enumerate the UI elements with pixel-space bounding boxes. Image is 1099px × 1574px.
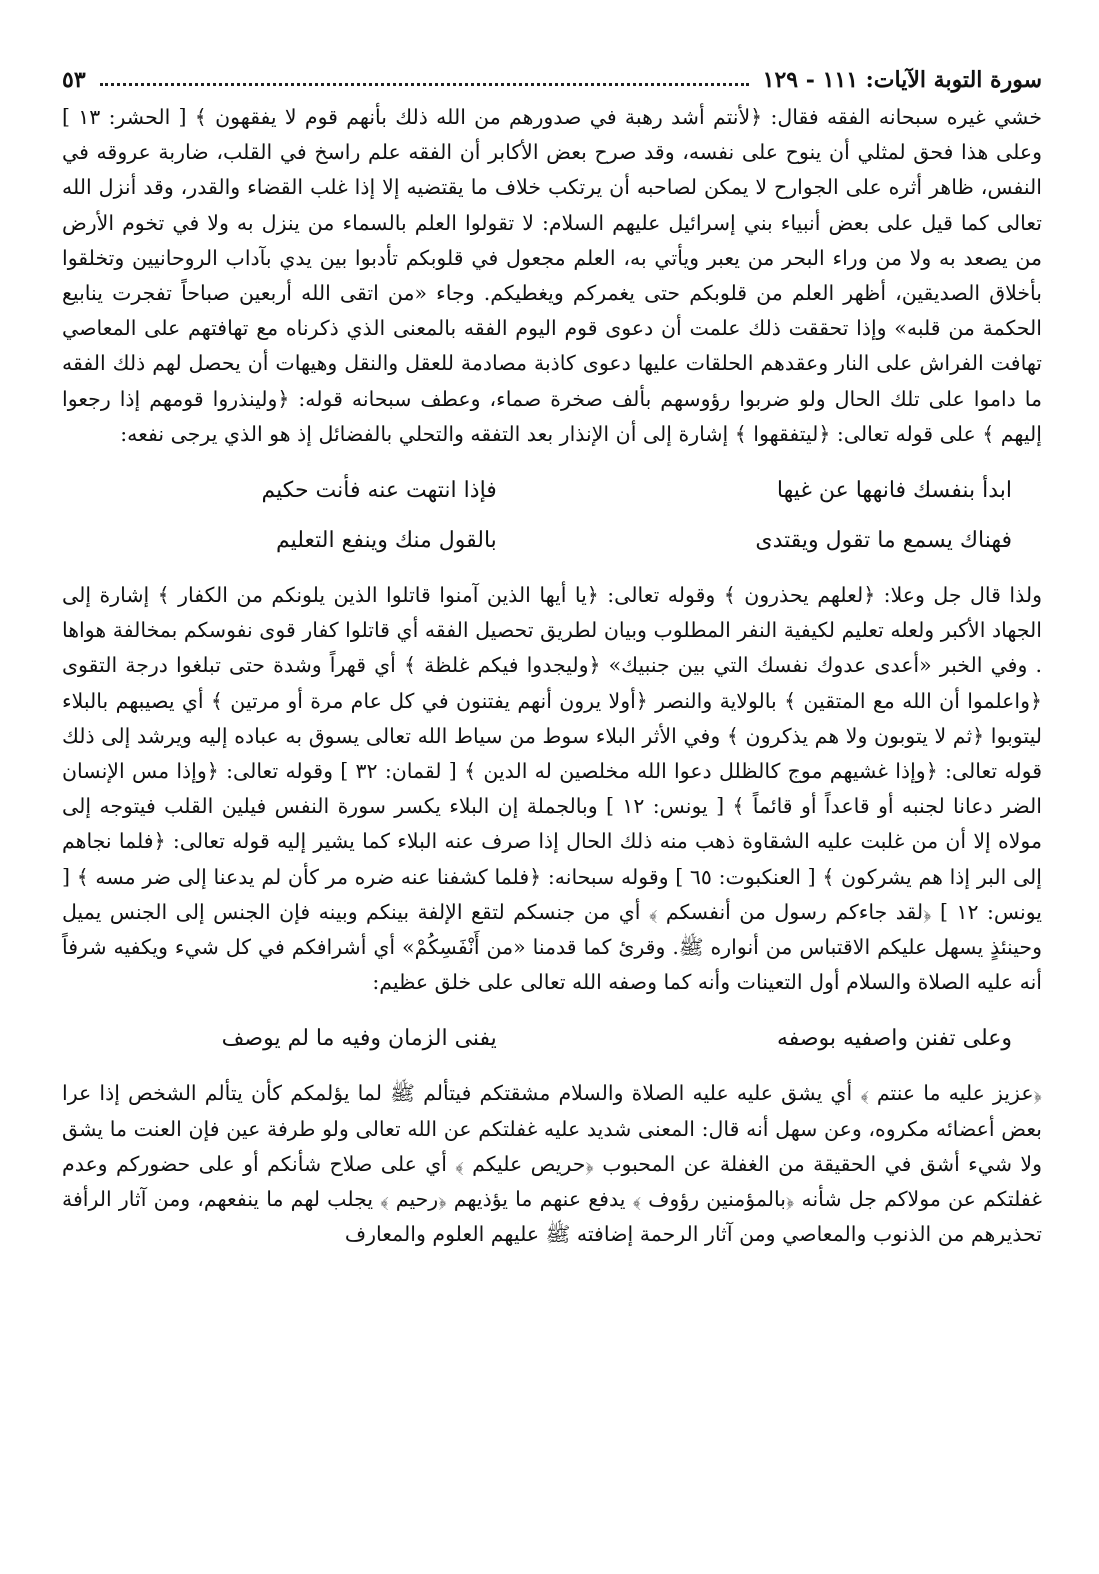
poem-1-line-1-first-hemistich: ابدأ بنفسك فانهها عن غيها — [776, 478, 1012, 504]
poem-2 — [62, 1014, 1042, 1064]
paragraph-2: ولذا قال جل وعلا: ﴿لعلهم يحذرون ﴾ وقوله تعالى: ﴿يا أيها الذين آمنوا قاتلوا الذين يلونكم من الكفار ﴾ إشارة إلى الجهاد الأكبر ولعله تعليم لكيفية النفر المطلوب وبيان لطريق تحصيل الفقه أي قاتلوا كفار قوى نفوسكم بمخالفة هواها . وفي الخبر «أعدى عدوك نفسك التي بين جنبيك» ﴿وليجدوا فيكم غلظة ﴾ أي قهراً وشدة حتى تبلغوا درجة التقوى ﴿واعلموا أن الله مع المتقين ﴾ بالولاية والنصر ﴿أولا يرون أنهم يفتنون في كل عام مرة أو مرتين ﴾ أي يصيبهم بالبلاء ليتوبوا ﴿ثم لا يتوبون ولا هم يذكرون ﴾ وفي الأثر البلاء سوط من سياط الله تعالى يسوق به عباده إليه ويرشد إلى ذلك قوله تعالى: ﴿وإذا غشيهم موج كالظلل دعوا الله مخلصين له الدين ﴾ [ لقمان: ٣٢ ] وقوله تعالى: ﴿وإذا مس الإنسان الضر دعانا لجنبه أو قاعداً أو قائماً ﴾ [ يونس: ١٢ ] وبالجملة إن البلاء يكسر سورة النفس فيلين القلب فيتوجه إلى مولاه إلا أن من غلبت عليه الشقاوة ذهب منه ذلك الحال إذا صرف عنه البلاء كما يشير إليه قوله تعالى: ﴿فلما نجاهم إلى البر إذا هم يشركون ﴾ [ العنكبوت: ٦٥ ] وقوله سبحانه: ﴿فلما كشفنا عنه ضره مر كأن لم يدعنا إلى ضر مسه ﴾ [ يونس: ١٢ ] ﴿لقد جاءكم رسول من أنفسكم ﴾ أي من جنسكم لتقع الإلفة بينكم وبينه فإن الجنس إلى الجنس يميل وحينئذٍ يسهل عليكم الاقتباس من أنواره ﷺ. وقرئ كما قدمنا «من أَنْفَسِكُمْ» أي أشرافكم في كل شيء ويكفيه شرفاً أنه عليه الصلاة والسلام أول التعينات وأنه كما وصفه الله تعالى على خلق عظيم: — [62, 583, 1043, 995]
running-header — [62, 60, 1042, 100]
body-text — [62, 100, 1042, 1252]
chapter-title: سورة التوبة الآيات: ١١١ - ١٢٩ — [762, 67, 1042, 93]
header-dot-leader — [100, 82, 749, 86]
page-number: ٥٣ — [62, 67, 86, 93]
poem-1-line-2 — [92, 516, 1012, 566]
poem-2-first-hemistich: وعلى تفنن واصفيه بوصفه — [776, 1026, 1012, 1052]
poem-1-line-2-first-hemistich: فهناك يسمع ما تقول ويقتدى — [755, 528, 1012, 554]
paragraph-3: ﴿عزيز عليه ما عنتم ﴾ أي يشق عليه عليه الصلاة والسلام مشقتكم فيتألم ﷺ لما يؤلمكم كأن يتألم الشخص إذا عرا بعض أعضائه مكروه، وعن سهل أنه قال: المعنى شديد عليه غفلتكم عن الله تعالى ولو طرفة عين فإن العنت ما يشق ولا شيء أشق في الحقيقة من الغفلة عن المحبوب ﴿حريص عليكم ﴾ أي على صلاح شأنكم أو على حضوركم وعدم غفلتكم عن مولاكم جل شأنه ﴿بالمؤمنين رؤوف ﴾ يدفع عنهم ما يؤذيهم ﴿رحيم ﴾ يجلب لهم ما ينفعهم، ومن آثار الرأفة تحذيرهم من الذنوب والمعاصي ومن آثار الرحمة إضافته ﷺ عليهم العلوم والمعارف — [62, 1081, 1042, 1247]
poem-1-line-1-second-hemistich: فإذا انتهت عنه فأنت حكيم — [261, 478, 497, 504]
poem-2-line-1 — [92, 1014, 1012, 1064]
poem-1 — [62, 466, 1042, 566]
poem-2-second-hemistich: يفنى الزمان وفيه ما لم يوصف — [221, 1026, 497, 1052]
book-page — [62, 60, 1042, 1550]
poem-1-line-2-second-hemistich: بالقول منك وينفع التعليم — [275, 528, 497, 554]
paragraph-1: خشي غيره سبحانه الفقه فقال: ﴿لأنتم أشد رهبة في صدورهم من الله ذلك بأنهم قوم لا يفقهون ﴾ [ الحشر: ١٣ ] وعلى هذا فحق لمثلي أن ينوح على نفسه، وقد صرح بعض الأكابر أن الفقه علم راسخ في القلب، ضاربة عروقه في النفس، ظاهر أثره على الجوارح لا يمكن لصاحبه أن يرتكب خلاف ما يقتضيه إلا إذا غلب القضاء والقدر، وقد أنزل الله تعالى كما قيل على بعض أنبياء بني إسرائيل عليهم السلام: لا تقولوا العلم بالسماء من ينزل به ولا في تخوم الأرض من يصعد به ولا من وراء البحر من يعبر ويأتي به، العلم مجعول في قلوبكم تأدبوا بين يدي بآداب الروحانيين وتخلقوا بأخلاق الصديقين، أظهر العلم من قلوبكم حتى يغمركم ويغطيكم. وجاء «من اتقى الله أربعين صباحاً تفجرت ينابيع الحكمة من قلبه» وإذا تحققت ذلك علمت أن دعوى قوم اليوم الفقه بالمعنى الذي ذكرناه مع تهافتهم على المعاصي تهافت الفراش على النار وعقدهم الحلقات عليها دعوى كاذبة مصادمة للعقل والنقل وهيهات أن يحصل لهم ذلك الفقه ما داموا على تلك الحال ولو ضربوا رؤوسهم بألف صخرة صماء، وعطف سبحانه قوله: ﴿ولينذروا قومهم إذا رجعوا إليهم ﴾ على قوله تعالى: ﴿ليتفقهوا ﴾ إشارة إلى أن الإنذار بعد التفقه والتحلي بالفضائل إذ هو الذي يرجى نفعه: — [62, 105, 1042, 446]
poem-1-line-1 — [92, 466, 1012, 516]
